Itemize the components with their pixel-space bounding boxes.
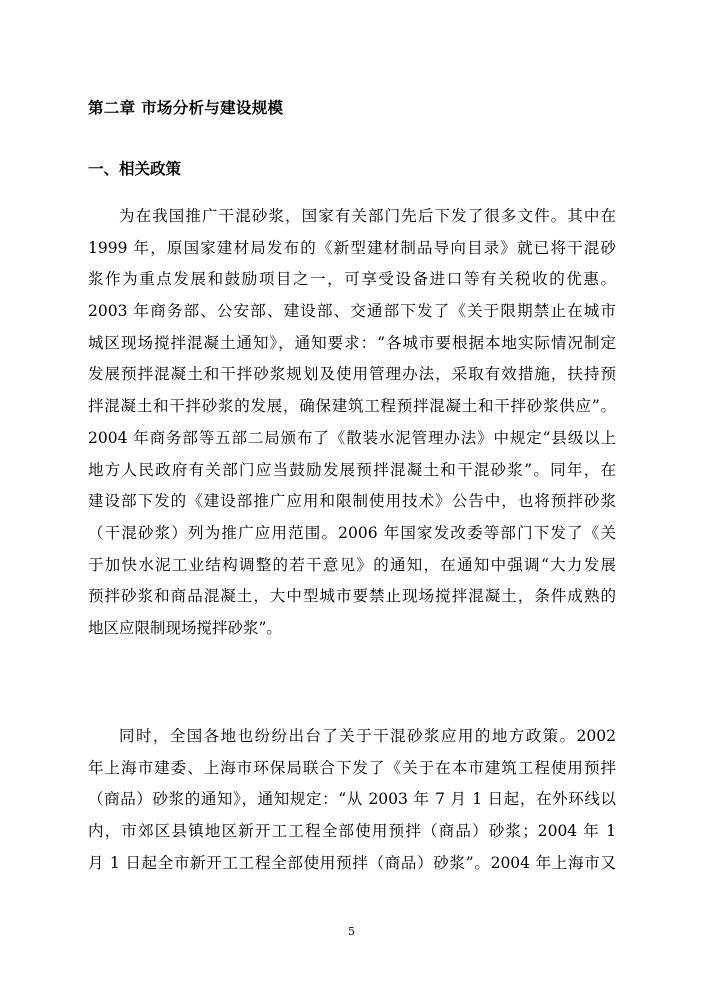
paragraph-line: 月 1 日起全市新开工工程全部使用预拌（商品）砂浆”。2004 年上海市又 — [88, 853, 616, 872]
paragraph-line: 2004 年商务部等五部二局颁布了《散装水泥管理办法》中规定“县级以上 — [88, 428, 616, 447]
paragraph-line: 同时，全国各地也纷纷出台了关于干混砂浆应用的地方政策。2002 — [119, 727, 616, 745]
paragraph-line: 建设部下发的《建设部推广应用和限制使用技术》公告中，也将预拌砂浆 — [88, 492, 616, 511]
paragraph-line: 2003 年商务部、公安部、建设部、交通部下发了《关于限期禁止在城市 — [88, 302, 616, 321]
page-number: 5 — [348, 925, 355, 938]
paragraph-line: 地区应限制现场搅拌砂浆”。 — [88, 618, 282, 637]
paragraph-2 — [88, 721, 616, 879]
paragraph-line: 地方人民政府有关部门应当鼓励发展预拌混凝土和干混砂浆”。同年，在 — [88, 460, 616, 479]
paragraph-line: 城区现场搅拌混凝土通知》，通知要求：“各城市要根据本地实际情况制定 — [88, 333, 616, 352]
paragraph-line: 预拌砂浆和商品混凝土，大中型城市要禁止现场搅拌混凝土，条件成熟的 — [88, 587, 616, 606]
paragraph-line: 拌混凝土和干拌砂浆的发展，确保建筑工程预拌混凝土和干拌砂浆供应”。 — [88, 397, 616, 416]
chapter-title: 第二章 市场分析与建设规模 — [88, 98, 284, 117]
paragraph-line: （商品）砂浆的通知》，通知规定：“从 2003 年 7 月 1 日起，在外环线以 — [88, 790, 616, 809]
paragraph-line: 浆作为重点发展和鼓励项目之一，可享受设备进口等有关税收的优惠。 — [88, 270, 616, 289]
paragraph-1 — [88, 201, 616, 645]
section-title: 一、相关政策 — [88, 159, 182, 178]
paragraph-line: （干混砂浆）列为推广应用范围。2006 年国家发改委等部门下发了《关 — [88, 523, 616, 542]
paragraph-line: 于加快水泥工业结构调整的若干意见》的通知，在通知中强调“大力发展 — [88, 555, 616, 574]
paragraph-line: 发展预拌混凝土和干拌砂浆规划及使用管理办法，采取有效措施，扶持预 — [88, 365, 616, 384]
paragraph-line: 为在我国推广干混砂浆，国家有关部门先后下发了很多文件。其中在 — [119, 207, 616, 225]
paragraph-line: 内，市郊区县镇地区新开工工程全部使用预拌（商品）砂浆；2004 年 1 — [88, 822, 616, 841]
paragraph-line: 1999 年，原国家建材局发布的《新型建材制品导向目录》就已将干混砂 — [88, 238, 616, 257]
paragraph-line: 年上海市建委、上海市环保局联合下发了《关于在本市建筑工程使用预拌 — [88, 758, 616, 777]
